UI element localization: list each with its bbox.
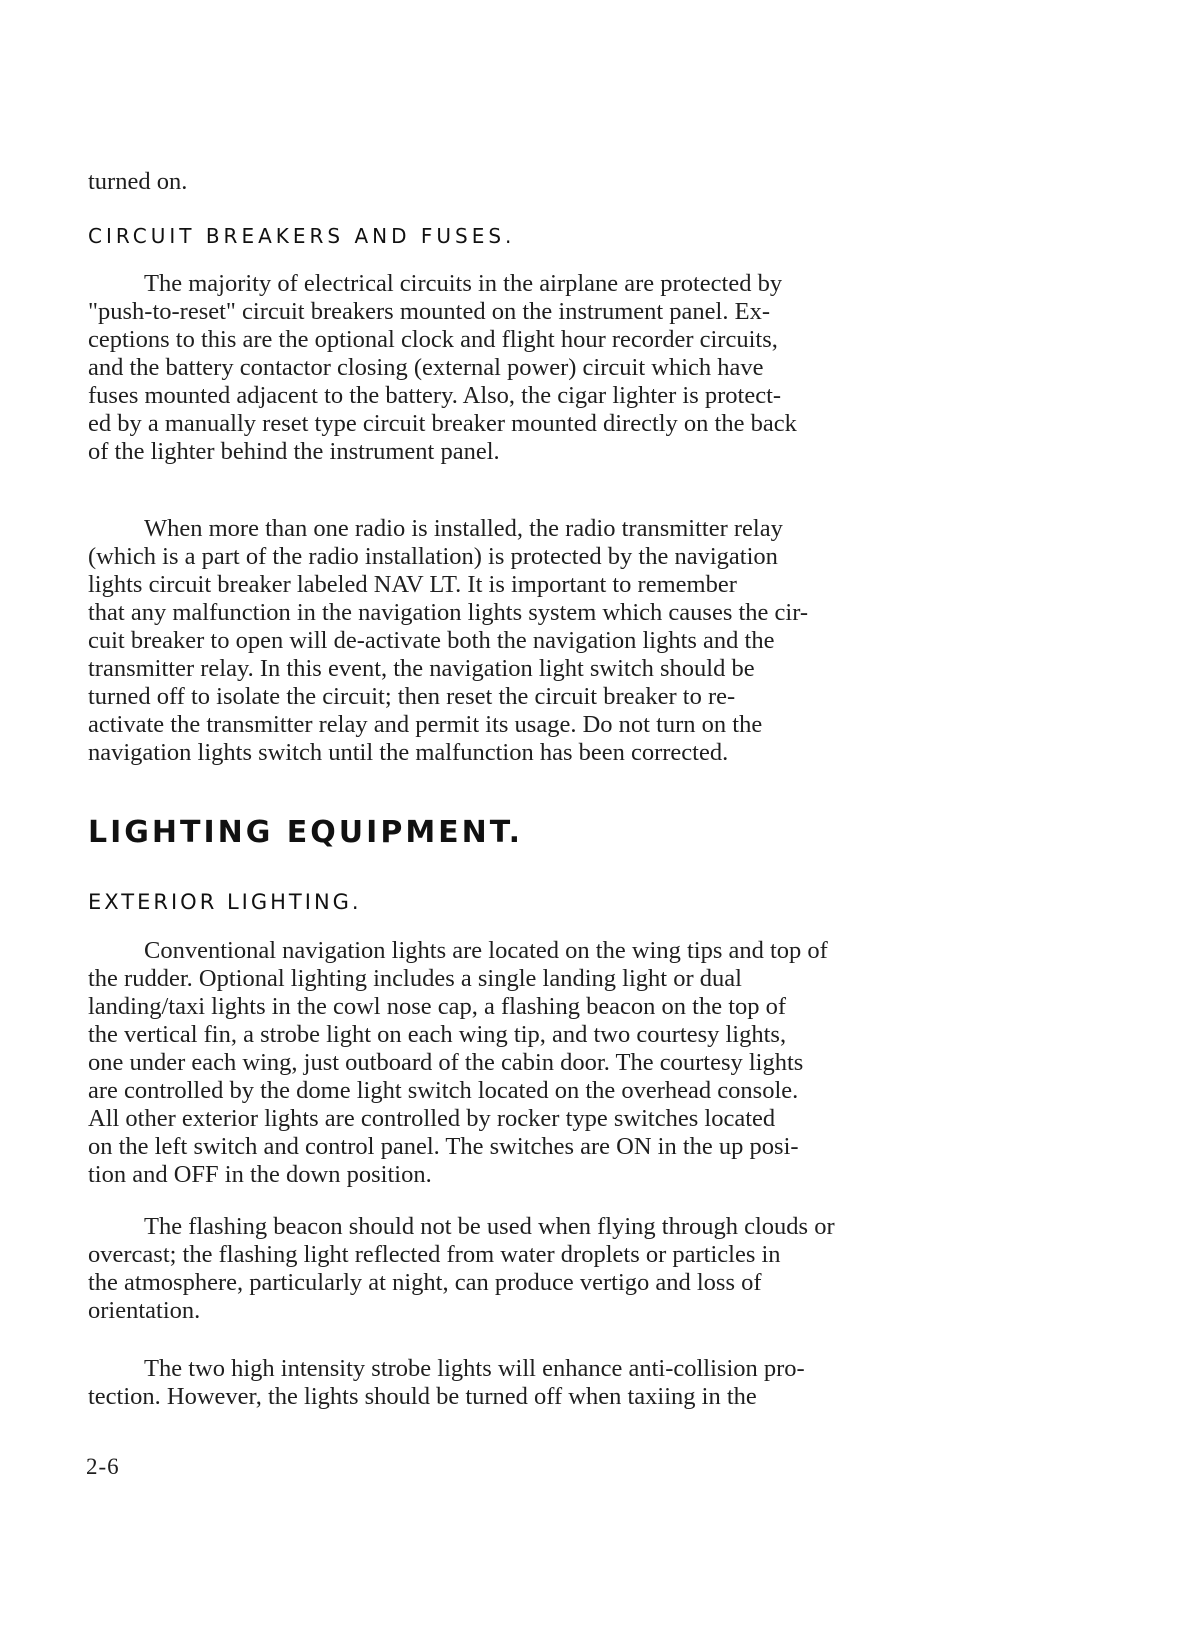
paragraph-line: orientation. — [88, 1297, 201, 1324]
paragraph-exterior-lights — [88, 937, 1023, 1189]
paragraph-line: ed by a manually reset type circuit breaker mounted directly on the back — [88, 410, 797, 437]
paragraph-line: The flashing beacon should not be used when flying through clouds or — [144, 1213, 835, 1240]
paragraph-line: turned off to isolate the circuit; then reset the circuit breaker to re- — [88, 683, 736, 710]
paragraph-line: (which is a part of the radio installation) is protected by the navigation — [88, 543, 778, 570]
paragraph-line: tection. However, the lights should be turned off when taxiing in the — [88, 1383, 757, 1410]
paragraph-line: overcast; the flashing light reflected from water droplets or particles in — [88, 1241, 781, 1268]
paragraph-line: that any malfunction in the navigation lights system which causes the cir- — [88, 599, 809, 626]
page-number: 2-6 — [86, 1454, 120, 1479]
paragraph-line: tion and OFF in the down position. — [88, 1161, 432, 1188]
paragraph-line: fuses mounted adjacent to the battery. Also, the cigar lighter is protect- — [88, 382, 782, 409]
paragraph-line: landing/taxi lights in the cowl nose cap, a flashing beacon on the top of — [88, 993, 787, 1020]
paragraph-line: Conventional navigation lights are located on the wing tips and top of — [144, 937, 828, 964]
paragraph-circuit-breakers — [88, 270, 1023, 466]
paragraph-line: All other exterior lights are controlled by rocker type switches located — [88, 1105, 776, 1132]
paragraph-line: are controlled by the dome light switch located on the overhead console. — [88, 1077, 799, 1104]
paragraph-line: activate the transmitter relay and permit its usage. Do not turn on the — [88, 711, 763, 738]
paragraph-line: cuit breaker to open will de-activate both the navigation lights and the — [88, 627, 775, 654]
paragraph-line: The majority of electrical circuits in the airplane are protected by — [144, 270, 783, 297]
paragraph-line: and the battery contactor closing (external power) circuit which have — [88, 354, 764, 381]
paragraph-line: the rudder. Optional lighting includes a single landing light or dual — [88, 965, 742, 992]
paragraph-line: of the lighter behind the instrument panel. — [88, 438, 500, 465]
paragraph-line: navigation lights switch until the malfunction has been corrected. — [88, 739, 729, 766]
paragraph-line: ceptions to this are the optional clock and flight hour recorder circuits, — [88, 326, 778, 353]
paragraph-flashing-beacon — [88, 1213, 1023, 1325]
paragraph-line: on the left switch and control panel. The switches are ON in the up posi- — [88, 1133, 799, 1160]
continued-text-fragment: turned on. — [88, 168, 188, 195]
paragraph-line: the atmosphere, particularly at night, can produce vertigo and loss of — [88, 1269, 762, 1296]
paragraph-line: "push-to-reset" circuit breakers mounted on the instrument panel. Ex- — [88, 298, 770, 325]
section-heading-lighting-equipment: LIGHTING EQUIPMENT. — [88, 815, 524, 850]
paragraph-line: lights circuit breaker labeled NAV LT. It is important to remember — [88, 571, 737, 598]
section-heading-circuit-breakers: CIRCUIT BREAKERS AND FUSES. — [88, 224, 516, 248]
paragraph-line: one under each wing, just outboard of the cabin door. The courtesy lights — [88, 1049, 804, 1076]
subsection-heading-exterior-lighting: EXTERIOR LIGHTING. — [88, 890, 362, 914]
paragraph-line: the vertical fin, a strobe light on each wing tip, and two courtesy lights, — [88, 1021, 787, 1048]
paragraph-line: transmitter relay. In this event, the navigation light switch should be — [88, 655, 755, 682]
paragraph-line: When more than one radio is installed, the radio transmitter relay — [144, 515, 783, 542]
paragraph-radio-relay — [88, 515, 1023, 767]
paragraph-strobe-lights — [88, 1355, 1023, 1411]
paragraph-line: The two high intensity strobe lights will enhance anti-collision pro- — [144, 1355, 805, 1382]
